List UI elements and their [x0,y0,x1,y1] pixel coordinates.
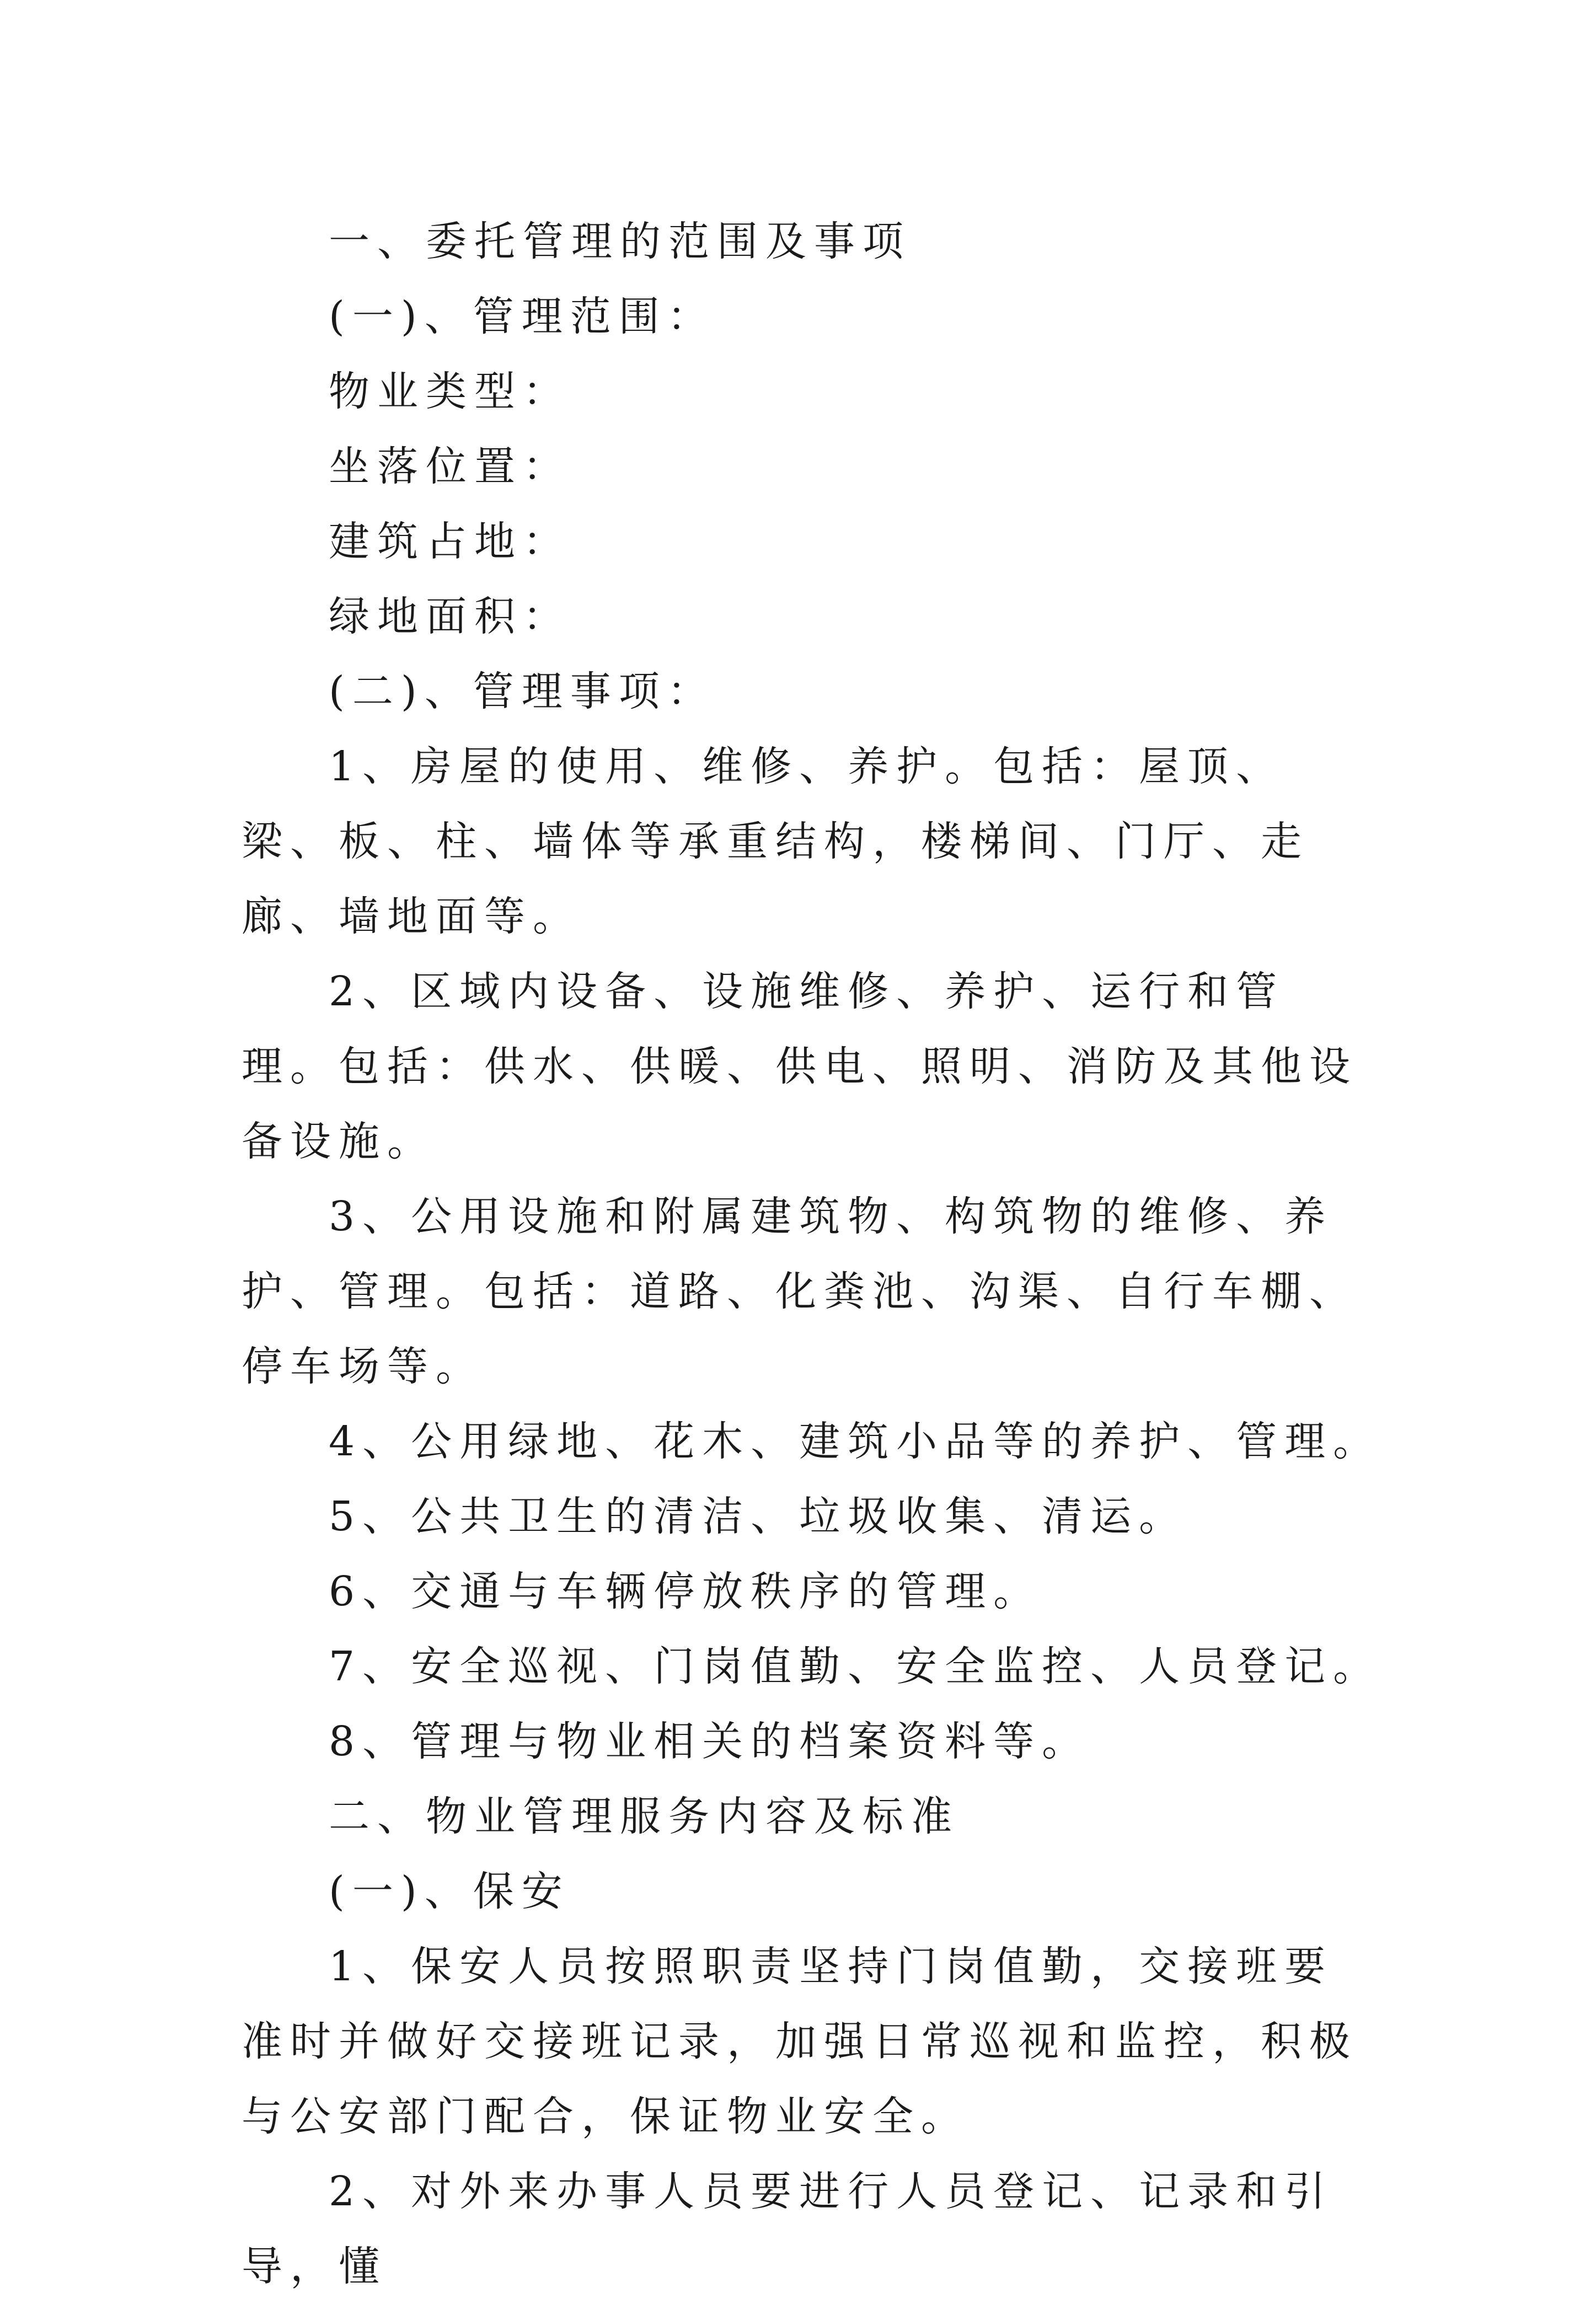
list-item: 4、公用绿地、花木、建筑小品等的养护、管理。 [329,1418,1382,1465]
list-item: 1、保安人员按照职责坚持门岗值勤，交接班要准时并做好交接班记录，加强日常巡视和监控，积极与公安部门配合，保证物业安全。 [242,1943,1358,2140]
section-heading-1: 一、委托管理的范围及事项 [329,218,911,265]
list-item: 2、区域内设备、设施维修、养护、运行和管理。包括：供水、供暖、供电、照明、消防及其他设备设施。 [242,968,1358,1165]
subheading-management-items: (二)、管理事项： [329,668,716,715]
list-item: 7、安全巡视、门岗值勤、安全监控、人员登记。 [329,1643,1382,1690]
field-building-area: 建筑占地： [329,518,571,565]
section-heading-2: 二、物业管理服务内容及标准 [329,1793,960,1840]
document-body [242,204,1382,2304]
field-green-area: 绿地面积： [329,593,571,640]
list-item: 1、房屋的使用、维修、养护。包括：屋顶、梁、板、柱、墙体等承重结构，楼梯间、门厅、走廊、墙地面等。 [242,743,1309,940]
subheading-security: (一)、保安 [329,1868,570,1915]
list-item: 5、公共卫生的清洁、垃圾收集、清运。 [329,1493,1188,1540]
field-location: 坐落位置： [329,443,571,490]
list-item: 2、对外来办事人员要进行人员登记、记录和引导，懂 [242,2168,1333,2290]
subheading-management-scope: (一)、管理范围： [329,293,716,340]
list-item: 6、交通与车辆停放秩序的管理。 [329,1568,1042,1615]
list-item: 3、公用设施和附属建筑物、构筑物的维修、养护、管理。包括：道路、化粪池、沟渠、自行车棚、停车场等。 [242,1193,1358,1390]
field-property-type: 物业类型： [329,368,571,415]
list-item: 8、管理与物业相关的档案资料等。 [329,1718,1091,1765]
